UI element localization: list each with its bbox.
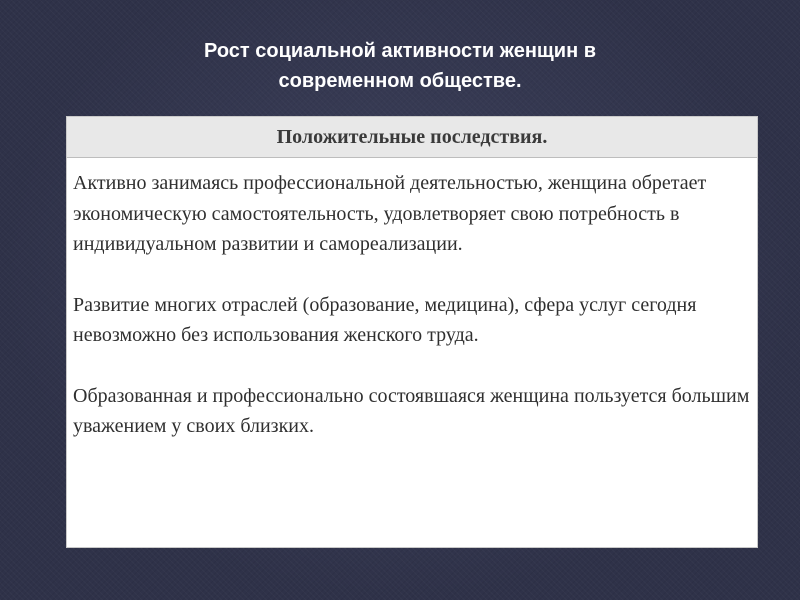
slide-title-line-2: современном обществе. bbox=[278, 70, 522, 92]
slide-title-line-1: Рост социальной активности женщин в bbox=[203, 40, 596, 62]
table-body bbox=[67, 158, 757, 442]
paragraph-respect-from-family: Образованная и профессионально состоявшаяся женщина пользуется большим уважением у своих близких. bbox=[73, 384, 750, 437]
paragraph-economic-independence: Активно занимаясь профессиональной деятельностью, женщина обретает экономическую самостоятельность, удовлетворяет свою потребность в индивидуальном развитии и самореализации. bbox=[73, 172, 707, 255]
paragraph-industries-development: Развитие многих отраслей (образование, медицина), сфера услуг сегодня невозможно без использования женского труда. bbox=[73, 293, 697, 346]
consequences-table bbox=[66, 116, 758, 548]
slide-title bbox=[0, 36, 800, 96]
table-header: Положительные последствия. bbox=[67, 117, 757, 158]
